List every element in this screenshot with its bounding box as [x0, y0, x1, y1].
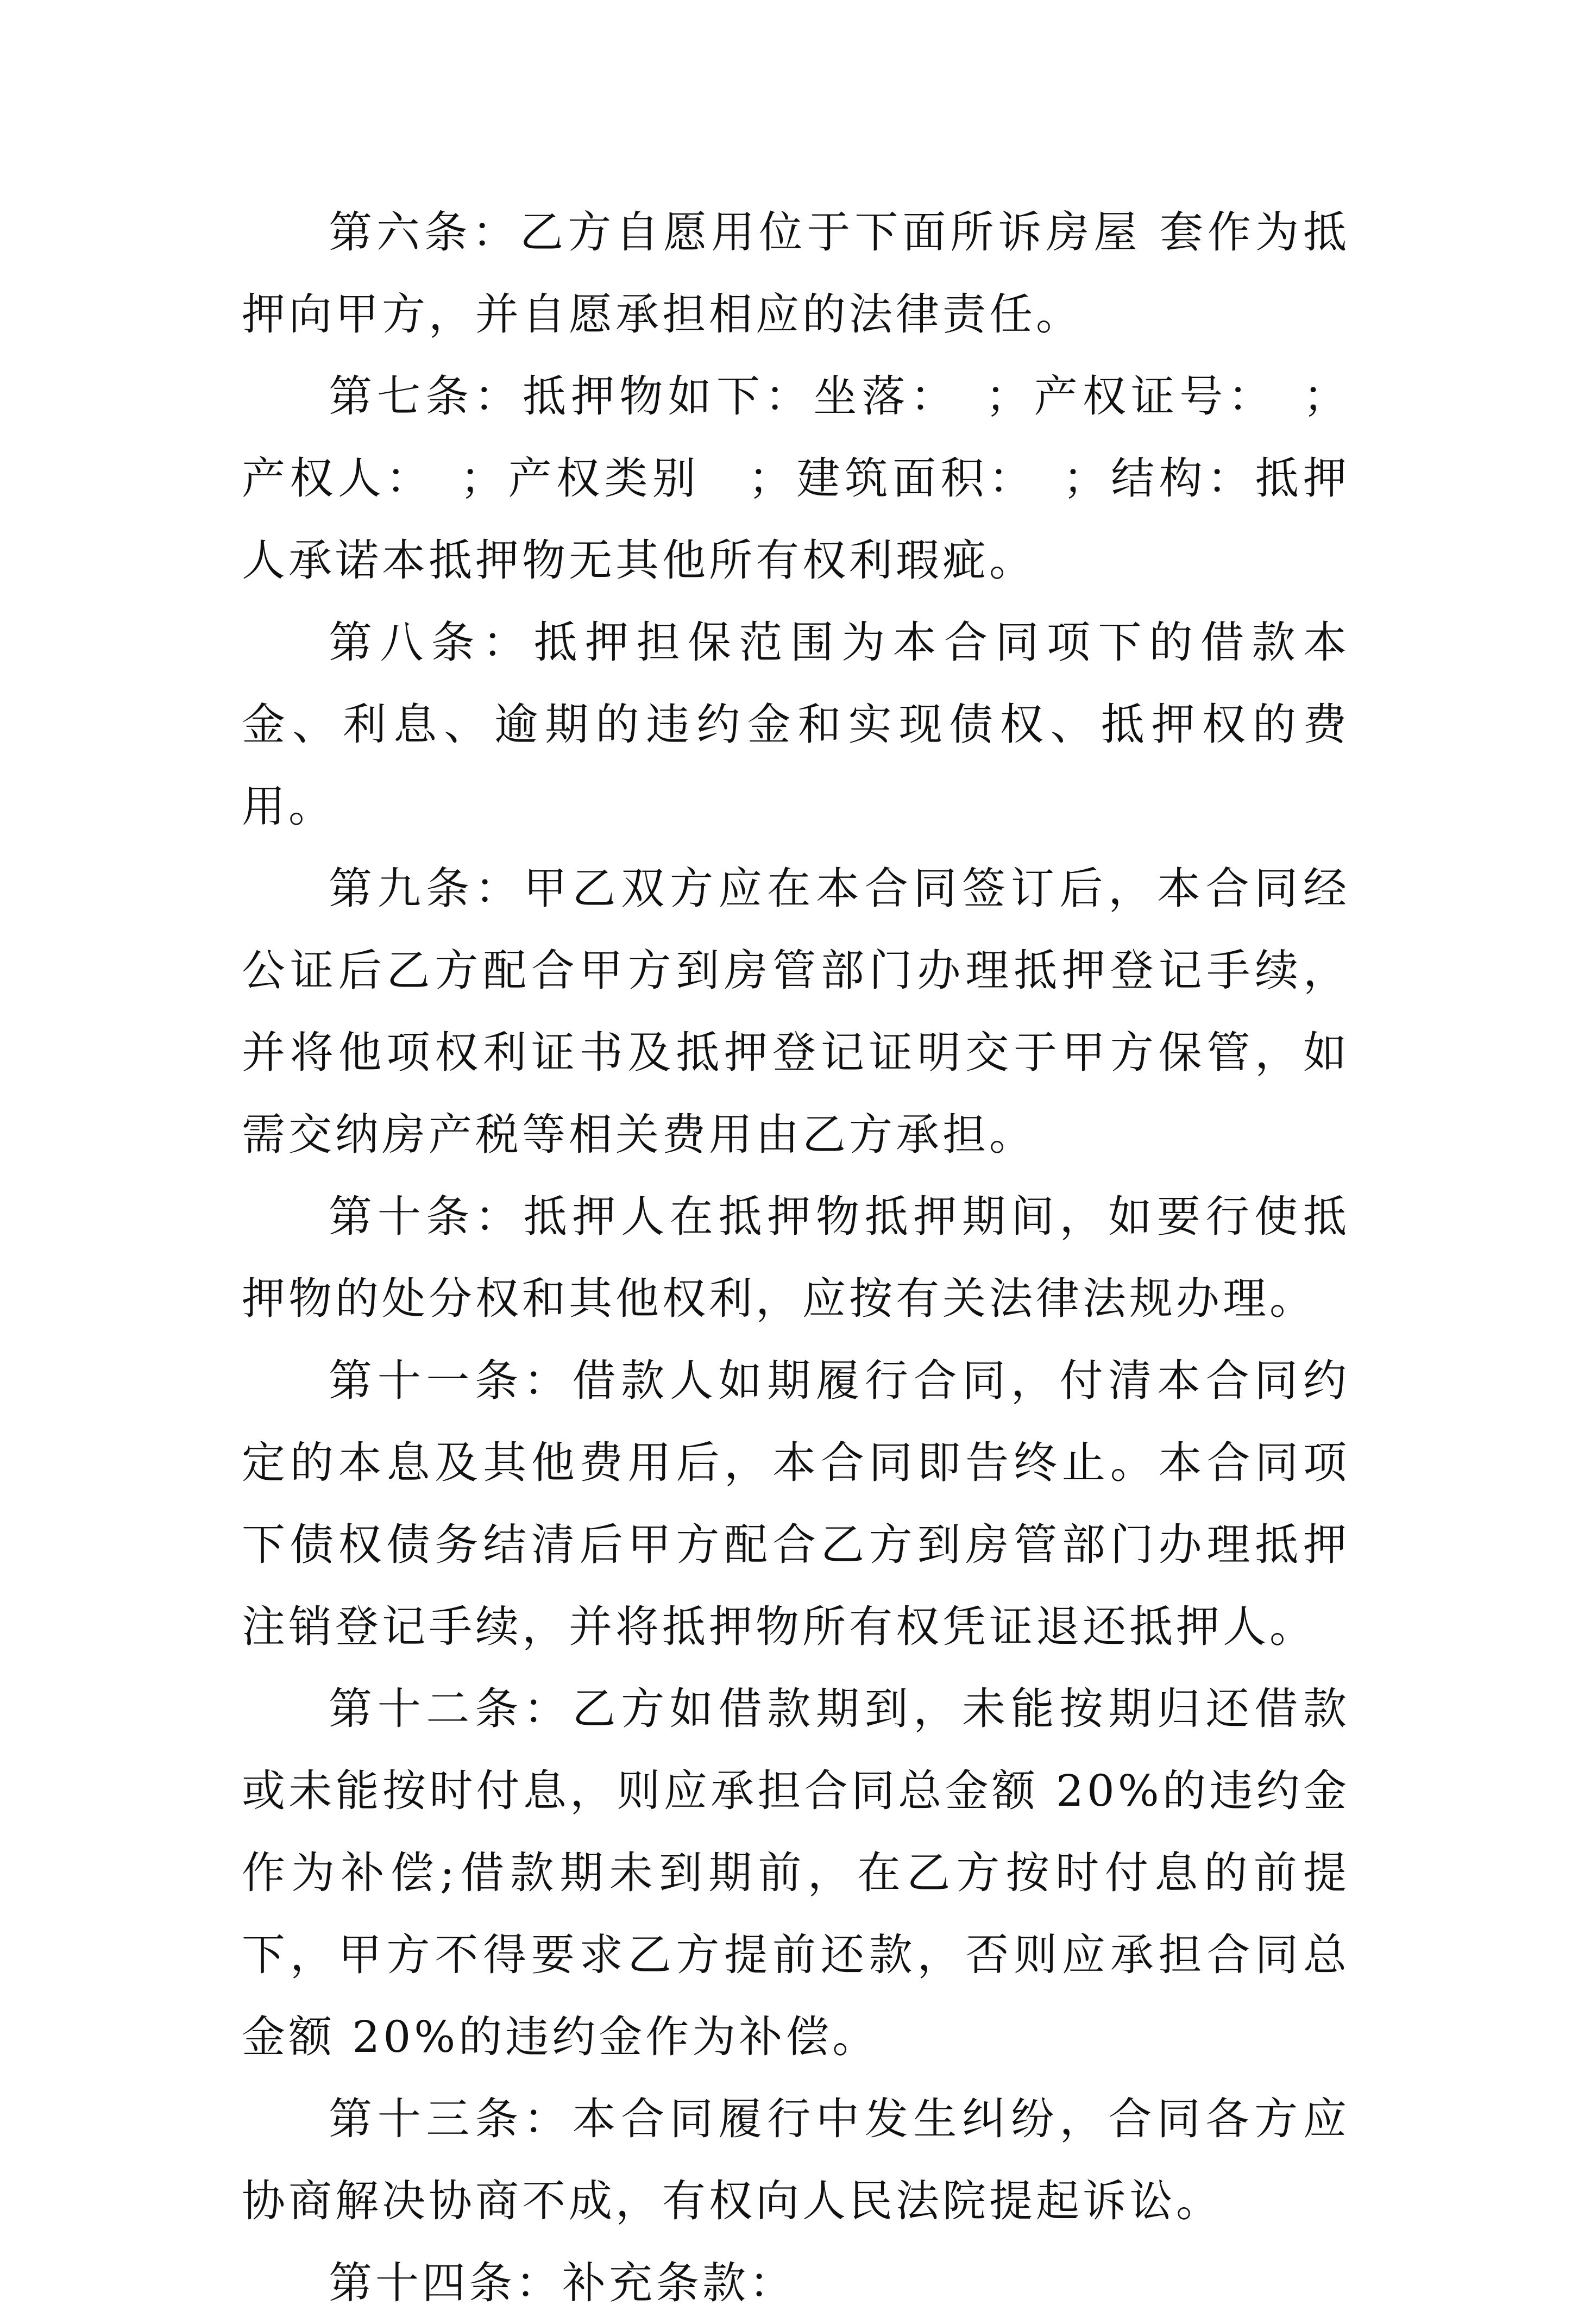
- clause-12: 第十二条：乙方如借款期到，未能按期归还借款或未能按时付息，则应承担合同总金额 20%的违约金作为补偿;借款期未到期前，在乙方按时付息的前提下，甲方不得要求乙方提前还款，否则应承担合同总金额 20%的违约金作为补偿。: [242, 1684, 1350, 2062]
- clause-10: 第十条：抵押人在抵押物抵押期间，如要行使抵押物的处分权和其他权利，应按有关法律法规办理。: [242, 1191, 1350, 1324]
- clause-11: 第十一条：借款人如期履行合同，付清本合同约定的本息及其他费用后，本合同即告终止。本合同项下债权债务结清后甲方配合乙方到房管部门办理抵押注销登记手续，并将抵押物所有权凭证退还抵押人。: [242, 1355, 1350, 1652]
- clause-8: 第八条：抵押担保范围为本合同项下的借款本金、利息、逾期的违约金和实现债权、抵押权的费用。: [242, 617, 1350, 832]
- contract-body: [242, 191, 1350, 2324]
- clause-7: 第七条：抵押物如下：坐落： ；产权证号： ；产权人： ；产权类别 ；建筑面积： ；结构：抵押人承诺本抵押物无其他所有权利瑕疵。: [242, 371, 1350, 586]
- clause-14: 第十四条：补充条款：: [329, 2258, 796, 2308]
- clause-13: 第十三条：本合同履行中发生纠纷，合同各方应协商解决协商不成，有权向人民法院提起诉讼。: [242, 2094, 1350, 2226]
- clause-6: 第六条：乙方自愿用位于下面所诉房屋 套作为抵押向甲方，并自愿承担相应的法律责任。: [242, 207, 1350, 340]
- clause-9: 第九条：甲乙双方应在本合同签订后，本合同经公证后乙方配合甲方到房管部门办理抵押登记手续，并将他项权利证书及抵押登记证明交于甲方保管，如需交纳房产税等相关费用由乙方承担。: [242, 863, 1350, 1160]
